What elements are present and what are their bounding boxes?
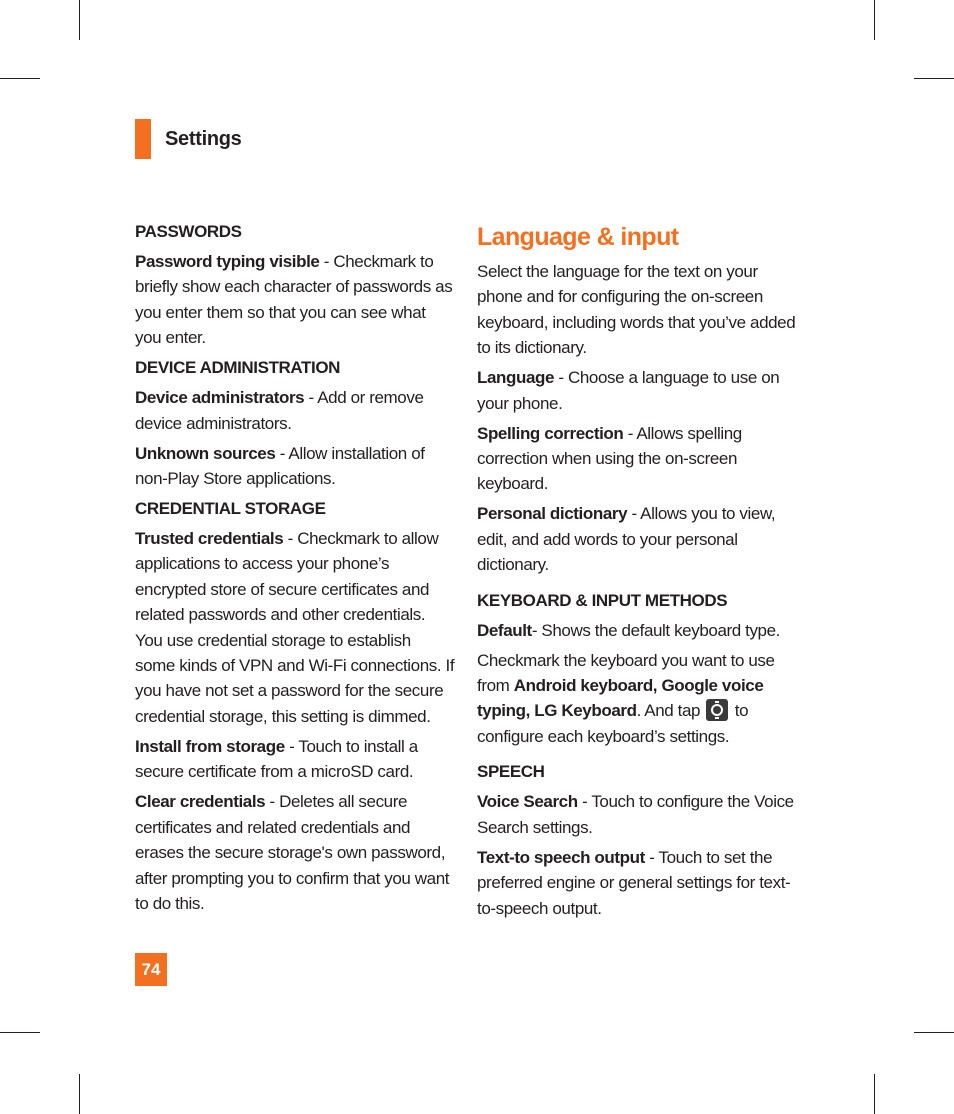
section-title: Settings <box>165 127 242 150</box>
crop-mark <box>914 1032 954 1033</box>
tts-output-item: Text-to speech output - Touch to set the preferred engine or general settings for text-to-speech output. <box>477 847 791 918</box>
crop-mark <box>914 78 954 79</box>
default-keyboard-item: Default- Shows the default keyboard type. <box>477 620 780 640</box>
keyboard-checkmark-item: Checkmark the keyboard you want to use from Android keyboard, Google voice typing, LG Keyboard. And tap to configure each keyboard’s settings. <box>477 650 775 746</box>
crop-mark <box>79 1074 80 1114</box>
crop-mark <box>874 0 875 40</box>
password-typing-visible-item: Password typing visible - Checkmark to briefly show each character of passwords as you enter them so that you can see what you enter. <box>135 252 453 348</box>
crop-mark <box>0 1032 40 1033</box>
crop-mark <box>79 0 80 40</box>
language-item: Language - Choose a language to use on your phone. <box>477 368 780 413</box>
voice-search-item: Voice Search - Touch to configure the Voice Search settings. <box>477 792 794 837</box>
install-from-storage-item: Install from storage - Touch to install a secure certificate from a microSD card. <box>135 736 418 782</box>
personal-dictionary-item: Personal dictionary - Allows you to view, edit, and add words to your personal dictionary. <box>477 504 776 575</box>
passwords-heading: PASSWORDS <box>135 222 242 241</box>
device-administrators-item: Device administrators - Add or remove device administrators. <box>135 388 424 433</box>
speech-heading: SPEECH <box>477 762 545 782</box>
language-input-intro: Select the language for the text on your phone and for configuring the on-screen keyboard, including words that you’ve added to its dictionary. <box>477 262 796 358</box>
left-column <box>135 219 455 921</box>
clear-credentials-item: Clear credentials - Deletes all secure certificates and related credentials and erases the secure storage's own password, after prompting you to confirm that you want to do this. <box>135 792 450 913</box>
crop-mark <box>874 1074 875 1114</box>
right-column <box>477 219 799 926</box>
header-accent-bar <box>135 119 151 159</box>
device-admin-heading: DEVICE ADMINISTRATION <box>135 358 341 378</box>
credential-storage-heading: CREDENTIAL STORAGE <box>135 499 326 519</box>
trusted-credentials-item: Trusted credentials - Checkmark to allow applications to access your phone’s encrypted store of secure certificates and related passwords and other credentials. You use credential storage to establish some kinds of VPN and Wi-Fi connections. If you have not set a password for the secure credential storage, this setting is dimmed. <box>135 529 455 726</box>
settings-gear-icon <box>706 699 728 721</box>
language-input-title: Language & input <box>477 223 679 251</box>
section-header <box>135 119 242 159</box>
spelling-correction-item: Spelling correction - Allows spelling correction when using the on-screen keyboard. <box>477 423 742 494</box>
keyboard-heading: KEYBOARD & INPUT METHODS <box>477 590 728 610</box>
page-number: 74 <box>135 953 167 986</box>
crop-mark <box>0 78 40 79</box>
unknown-sources-item: Unknown sources - Allow installation of non-Play Store applications. <box>135 443 425 489</box>
